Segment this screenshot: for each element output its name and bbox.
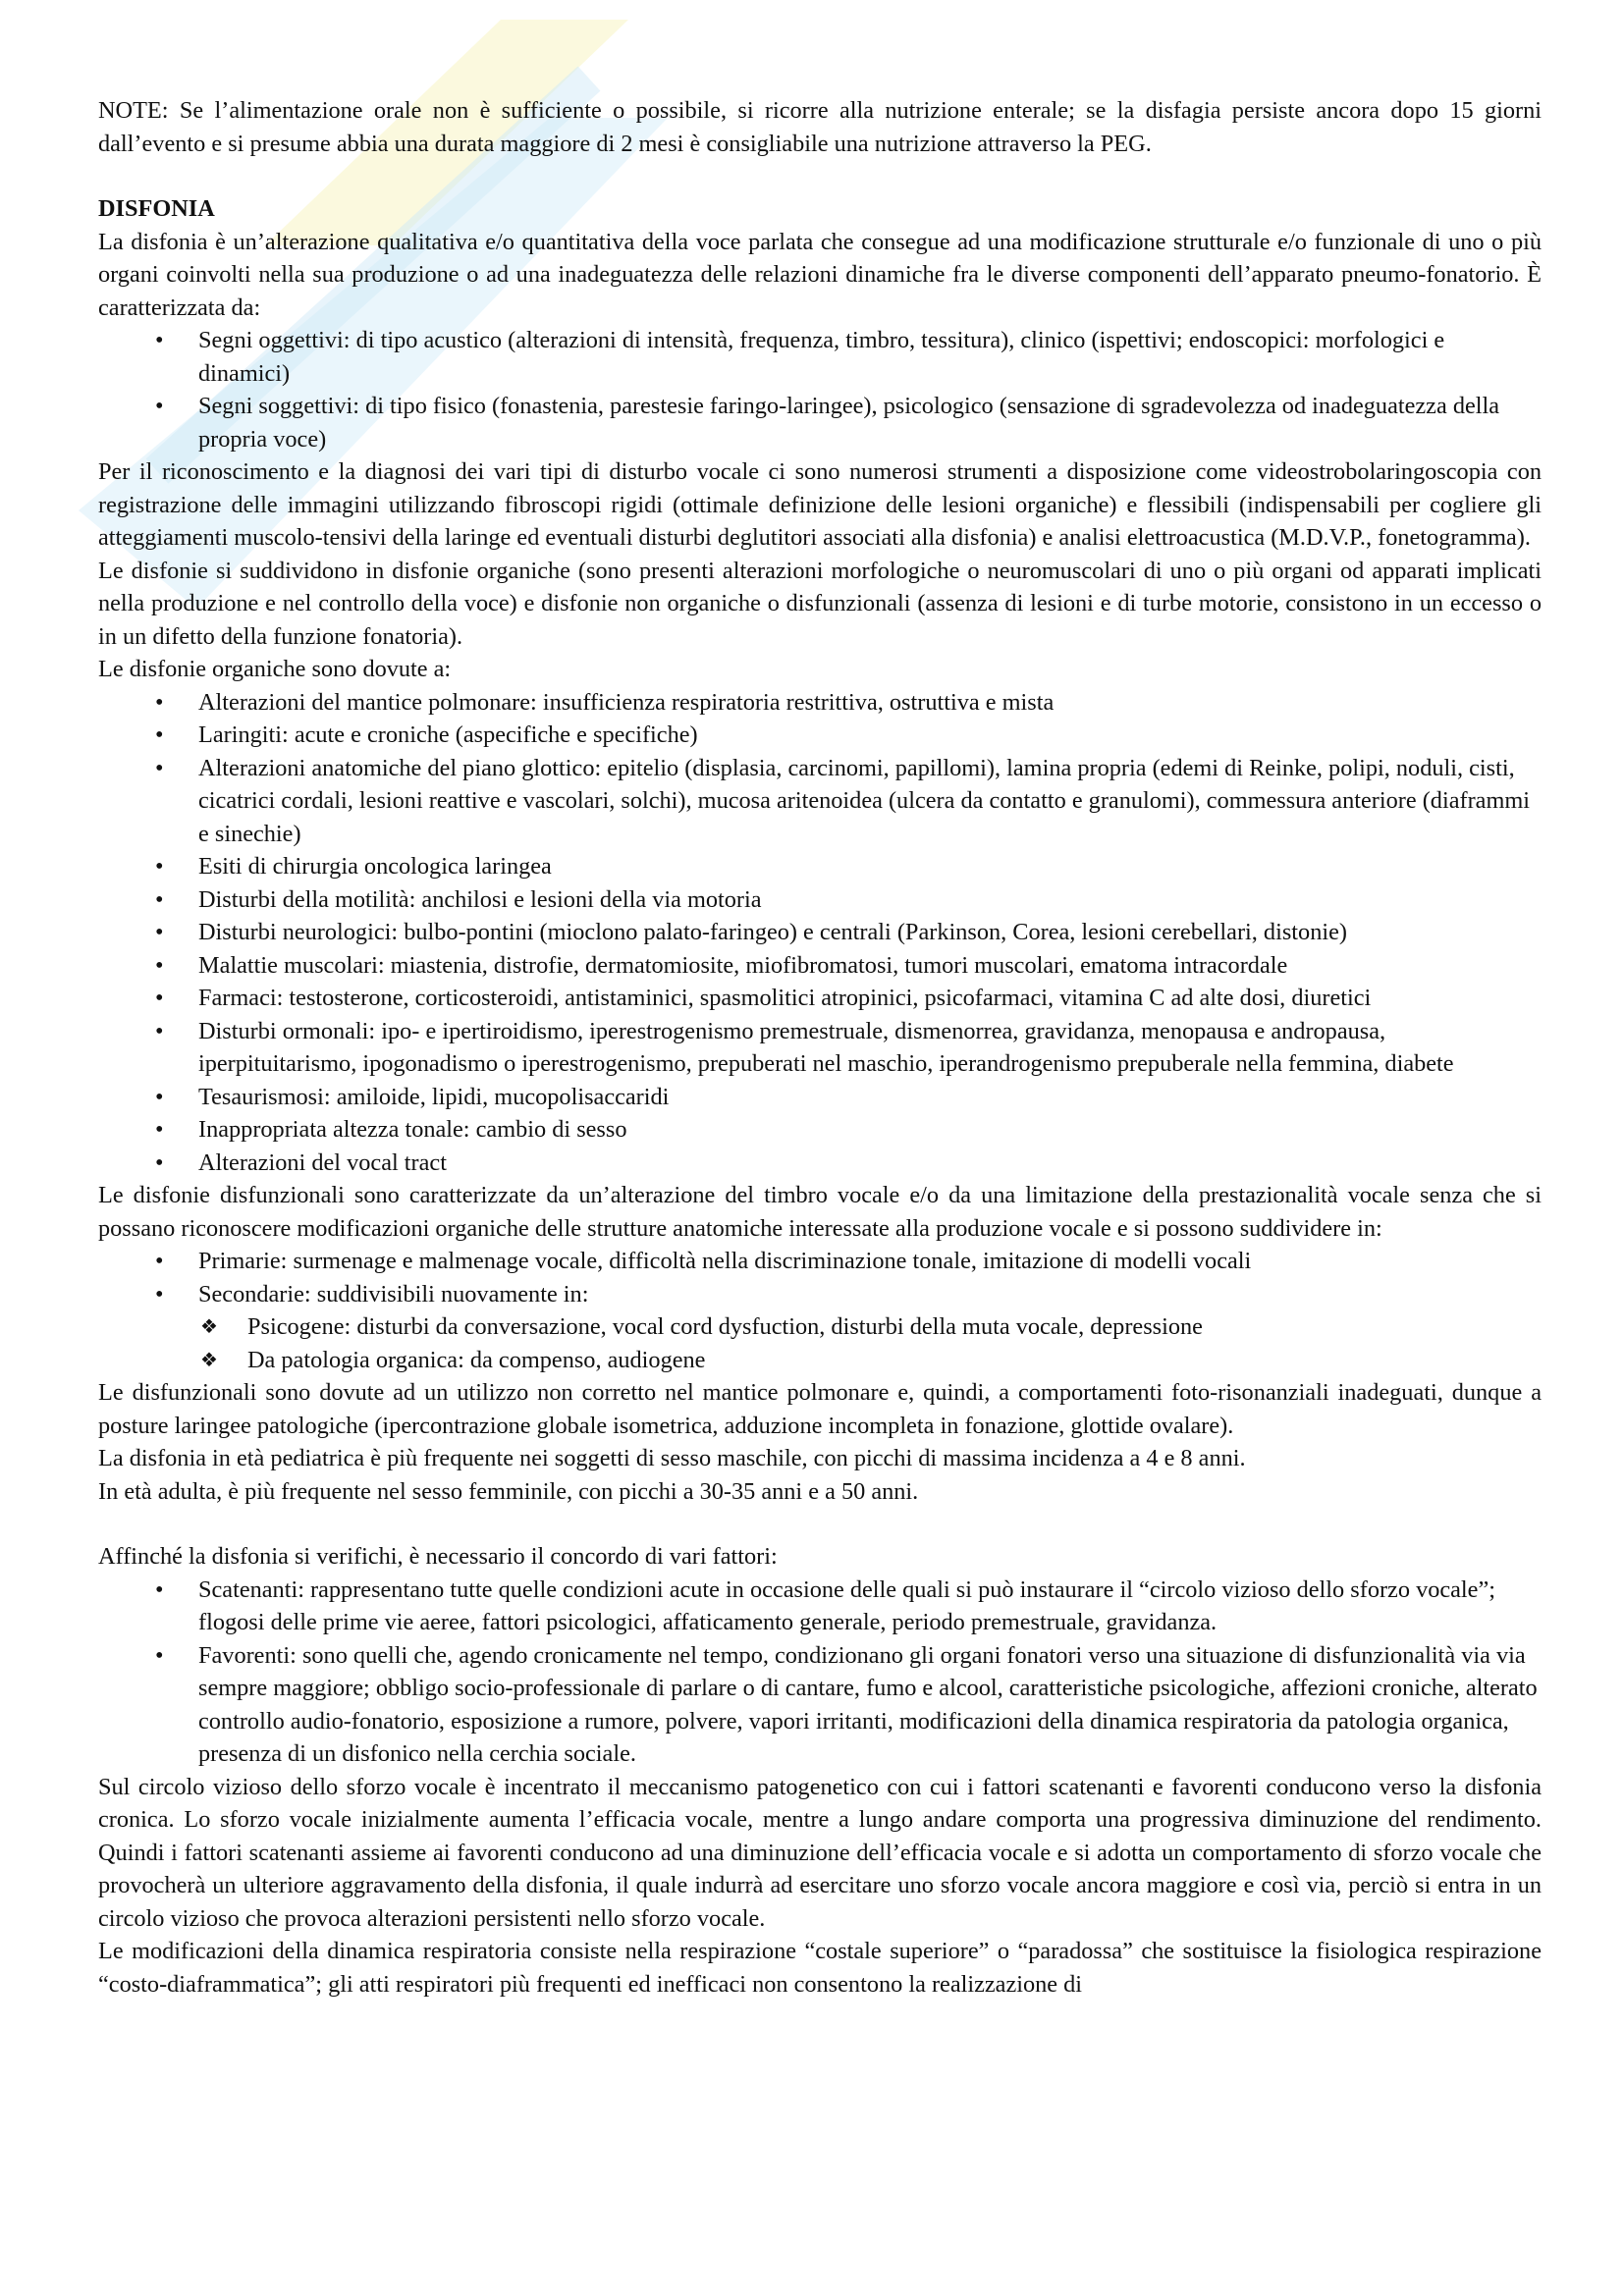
dysfunctional-intro: Le disfonie disfunzionali sono caratterizzate da un’alterazione del timbro vocale e/o da una limitazione della prestazionalità vocale senza che si possano riconoscere modificazioni organiche delle strutture anatomiche interessate alla produzione vocale e si possono suddividere in: (98, 1182, 1542, 1242)
dysfunctional-cause-paragraph: Le disfunzionali sono dovute ad un utilizzo non corretto nel mantice polmonare e, quindi, a comportamenti foto-risonanziali inadeguati, dunque a posture laringee patologiche (ipercontrazione globale isometrica, adduzione incompleta in fonazione, glottide ovalare). (98, 1379, 1542, 1439)
list-item: • Favorenti: sono quelli che, agendo cronicamente nel tempo, condizionano gli organi fonatori verso una situazione di disfunzionalità via via sempre maggiore; obbligo socio-professionale di parlare o di cantare, fumo e alcool, caratteristiche psicologiche, affezioni croniche, alterato controllo audio-fonatorio, esposizione a rumore, polvere, vapori irritanti, modificazioni della dinamica respiratoria da patologia organica, presenza di un disfonico nella cerchia sociale. (98, 1639, 1542, 1771)
list-item: • Disturbi neurologici: bulbo-pontini (mioclono palato-faringeo) e centrali (Parkinson, Corea, lesioni cerebellari, distonie) (98, 916, 1542, 949)
list-item: • Secondarie: suddivisibili nuovamente in: (98, 1278, 1542, 1311)
list-item: • Segni oggettivi: di tipo acustico (alterazioni di intensità, frequenza, timbro, tessitura), clinico (ispettivi; endoscopici: morfologici e dinamici) (98, 324, 1542, 390)
list-item: • Alterazioni del vocal tract (98, 1147, 1542, 1180)
epidemiology-child: La disfonia in età pediatrica è più frequente nei soggetti di sesso maschile, con picchi di massima incidenza a 4 e 8 anni. (98, 1445, 1246, 1471)
signs-list (98, 324, 1542, 455)
list-item: • Primarie: surmenage e malmenage vocale, difficoltà nella discriminazione tonale, imitazione di modelli vocali (98, 1245, 1542, 1278)
list-item: • Malattie muscolari: miastenia, distrofie, dermatomiosite, miofibromatosi, tumori muscolari, ematoma intracordale (98, 949, 1542, 983)
factors-list (98, 1574, 1542, 1771)
classification-paragraph: Le disfonie si suddividono in disfonie organiche (sono presenti alterazioni morfologiche o neuromuscolari di uno o più organi od apparati implicati nella produzione e nel controllo della voce) e disfonie non organiche o disfunzionali (assenza di lesioni e di turbe motorie, consistono in un eccesso o in un difetto della funzione fonatoria). (98, 557, 1542, 650)
note-paragraph: NOTE: Se l’alimentazione orale non è sufficiente o possibile, si ricorre alla nutrizione enterale; se la disfagia persiste ancora dopo 15 giorni dall’evento e si presume abbia una durata maggiore di 2 mesi è consigliabile una nutrizione attraverso la PEG. (98, 97, 1542, 157)
document-page (98, 94, 1542, 2001)
secondary-sub-list (98, 1310, 1542, 1376)
spacer (98, 1508, 1542, 1540)
list-item: • Alterazioni del mantice polmonare: insufficienza respiratoria restrittiva, ostruttiva e mista (98, 686, 1542, 720)
epidemiology-adult: In età adulta, è più frequente nel sesso femminile, con picchi a 30-35 anni e a 50 anni. (98, 1477, 919, 1505)
factors-intro: Affinché la disfonia si verifichi, è necessario il concordo di vari fattori: (98, 1543, 778, 1570)
list-item: • Esiti di chirurgia oncologica laringea (98, 850, 1542, 883)
list-item: • Scatenanti: rappresentano tutte quelle condizioni acute in occasione delle quali si può instaurare il “circolo vizioso dello sforzo vocale”; flogosi delle prime vie aeree, fattori psicologici, affaticamento generale, periodo premestruale, gravidanza. (98, 1574, 1542, 1639)
spacer (98, 160, 1542, 192)
list-item: • Inappropriata altezza tonale: cambio di sesso (98, 1113, 1542, 1147)
list-item: • Disturbi della motilità: anchilosi e lesioni della via motoria (98, 883, 1542, 917)
respiration-paragraph: Le modificazioni della dinamica respiratoria consiste nella respirazione “costale superiore” o “paradossa” che sostituisce la fisiologica respirazione “costo-diaframmatica”; gli atti respiratori più frequenti ed inefficaci non consentono la realizzazione di (98, 1938, 1542, 1998)
list-item: ❖ Psicogene: disturbi da conversazione, vocal cord dysfuction, disturbi della muta vocale, depressione (98, 1310, 1542, 1344)
section-heading: DISFONIA (98, 195, 215, 222)
list-item: • Disturbi ormonali: ipo- e ipertiroidismo, iperestrogenismo premestruale, dismenorrea, gravidanza, menopausa e andropausa, iperpituitarismo, ipogonadismo o iperestrogenismo, prepuberati nel maschio, iperandrogenismo prepuberale nella femmina, diabete (98, 1015, 1542, 1081)
vicious-circle-paragraph: Sul circolo vizioso dello sforzo vocale è incentrato il meccanismo patogenetico con cui i fattori scatenanti e favorenti conducono verso la disfonia cronica. Lo sforzo vocale inizialmente aumenta l’efficacia vocale, mentre a lungo andare comporta una progressiva diminuzione del rendimento. Quindi i fattori scatenanti assieme ai favorenti conducono ad una diminuzione dell’efficacia vocale e si adotta un comportamento di sforzo vocale che provocherà un ulteriore aggravamento della disfonia, il quale indurrà ad esercitare uno sforzo vocale ancora maggiore e così via, perciò si entra in un circolo vizioso che provoca alterazioni persistenti nello sforzo vocale. (98, 1773, 1542, 1932)
list-item: • Laringiti: acute e croniche (aspecifiche e specifiche) (98, 719, 1542, 752)
list-item: • Tesaurismosi: amiloide, lipidi, mucopolisaccaridi (98, 1081, 1542, 1114)
list-item: • Farmaci: testosterone, corticosteroidi, antistaminici, spasmolitici atropinici, psicofarmaci, vitamina C ad alte dosi, diuretici (98, 982, 1542, 1015)
list-item: • Alterazioni anatomiche del piano glottico: epitelio (displasia, carcinomi, papillomi), lamina propria (edemi di Reinke, polipi, noduli, cisti, cicatrici cordali, lesioni reattive e vascolari, solchi), mucosa aritenoidea (ulcera da contatto e granulomi), commessura anteriore (diaframmi e sinechie) (98, 752, 1542, 851)
diagnosis-paragraph: Per il riconoscimento e la diagnosi dei vari tipi di disturbo vocale ci sono numerosi strumenti a disposizione come videostrobolaringoscopia con registrazione delle immagini utilizzando fibroscopi rigidi (ottimale definizione delle lesioni organiche) e flessibili (indispensabili per cogliere gli atteggiamenti muscolo-tensivi della laringe ed eventuali disturbi deglutitori associati alla disfonia) e analisi elettroacustica (M.D.V.P., fonetogramma). (98, 458, 1542, 551)
list-item: • Segni soggettivi: di tipo fisico (fonastenia, parestesie faringo-laringee), psicologico (sensazione di sgradevolezza od inadeguatezza della propria voce) (98, 390, 1542, 455)
list-item: ❖ Da patologia organica: da compenso, audiogene (98, 1344, 1542, 1377)
organic-causes-list (98, 686, 1542, 1180)
dysfunctional-types-list (98, 1245, 1542, 1310)
organic-intro: Le disfonie organiche sono dovute a: (98, 656, 452, 682)
intro-paragraph: La disfonia è un’alterazione qualitativa e/o quantitativa della voce parlata che consegue ad una modificazione strutturale e/o funzionale di uno o più organi coinvolti nella sua produzione o ad una inadeguatezza delle relazioni dinamiche fra le diverse componenti dell’apparato pneumo-fonatorio. È caratterizzata da: (98, 228, 1542, 321)
